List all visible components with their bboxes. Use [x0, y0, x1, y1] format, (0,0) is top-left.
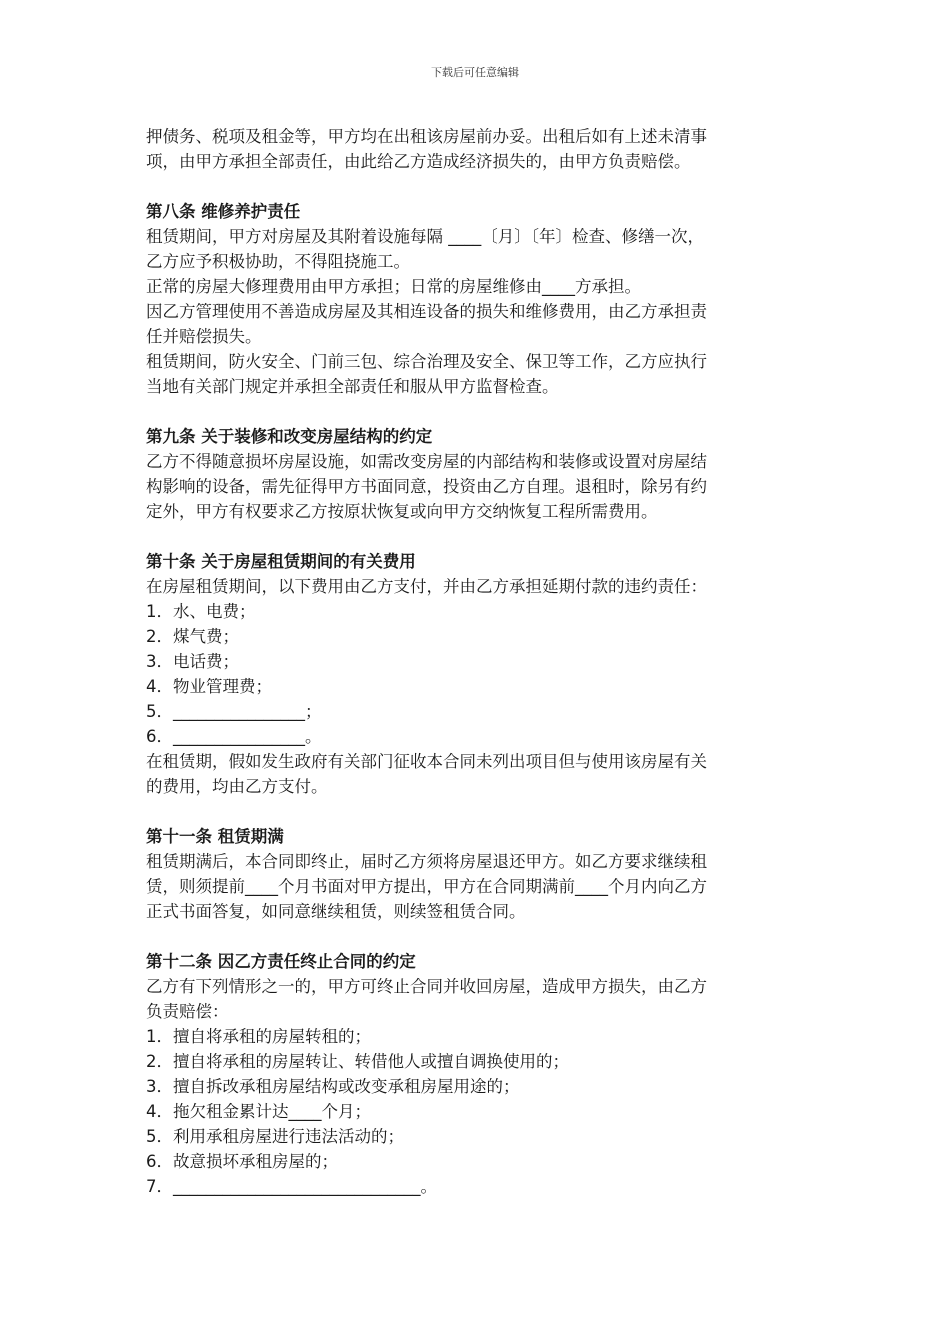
- article-9-line: 乙方不得随意损坏房屋设施，如需改变房屋的内部结构和装修或设置对房屋结: [146, 452, 707, 471]
- article-11-line: 正式书面答复，如同意继续租赁，则续签租赁合同。: [146, 902, 526, 921]
- intro-line-2: 项，由甲方承担全部责任，由此给乙方造成经济损失的，由甲方负责赔偿。: [146, 152, 691, 171]
- article-12-list-item: 6．故意损坏承租房屋的；: [146, 1152, 338, 1171]
- article-10-line: 在租赁期，假如发生政府有关部门征收本合同未列出项目但与使用该房屋有关: [146, 752, 707, 771]
- article-8-line: 乙方应予积极协助，不得阻挠施工。: [146, 252, 410, 271]
- page-header: 下载后可任意编辑: [431, 66, 519, 79]
- article-8-line: 任并赔偿损失。: [146, 327, 262, 346]
- article-11-line: 赁，则须提前____个月书面对甲方提出，甲方在合同期满前____个月内向乙方: [146, 877, 707, 896]
- article-10-line: 在房屋租赁期间，以下费用由乙方支付，并由乙方承担延期付款的违约责任：: [146, 577, 707, 596]
- intro-line-1: 押债务、税项及租金等，甲方均在出租该房屋前办妥。出租后如有上述未清事: [146, 127, 707, 146]
- article-12-title: 第十二条 因乙方责任终止合同的约定: [146, 952, 416, 971]
- article-10-list-item: 5．________________；: [146, 702, 322, 721]
- article-8-line: 租赁期间，甲方对房屋及其附着设施每隔 ____〔月〕〔年〕检查、修缮一次，: [146, 227, 704, 246]
- article-10-list-item: 6．________________。: [146, 727, 322, 746]
- article-10-list-item: 4．物业管理费；: [146, 677, 272, 696]
- article-10-line: 的费用，均由乙方支付。: [146, 777, 328, 796]
- article-8-line: 当地有关部门规定并承担全部责任和服从甲方监督检查。: [146, 377, 559, 396]
- document-body: [146, 124, 816, 1199]
- article-10-list-item: 3．电话费；: [146, 652, 239, 671]
- article-8-line: 因乙方管理使用不善造成房屋及其相连设备的损失和维修费用，由乙方承担责: [146, 302, 707, 321]
- article-10-title: 第十条 关于房屋租赁期间的有关费用: [146, 552, 416, 571]
- article-12-list-item: 2．擅自将承租的房屋转让、转借他人或擅自调换使用的；: [146, 1052, 569, 1071]
- article-12-list-item: 1．擅自将承租的房屋转租的；: [146, 1027, 371, 1046]
- article-9-line: 定外，甲方有权要求乙方按原状恢复或向甲方交纳恢复工程所需费用。: [146, 502, 658, 521]
- article-8-line: 正常的房屋大修理费用由甲方承担；日常的房屋维修由____方承担。: [146, 277, 641, 296]
- article-10-list-item: 2．煤气费；: [146, 627, 239, 646]
- article-10-list-item: 1．水、电费；: [146, 602, 256, 621]
- article-12-line: 负责赔偿：: [146, 1002, 229, 1021]
- article-12-list-item: 4．拖欠租金累计达____个月；: [146, 1102, 371, 1121]
- article-8-title: 第八条 维修养护责任: [146, 202, 301, 221]
- article-12-list-item: 7．______________________________。: [146, 1177, 437, 1196]
- article-12-list-item: 3．擅自拆改承租房屋结构或改变承租房屋用途的；: [146, 1077, 520, 1096]
- article-11-title: 第十一条 租赁期满: [146, 827, 284, 846]
- article-9-title: 第九条 关于装修和改变房屋结构的约定: [146, 427, 433, 446]
- article-11-line: 租赁期满后，本合同即终止，届时乙方须将房屋退还甲方。如乙方要求继续租: [146, 852, 707, 871]
- article-8-line: 租赁期间，防火安全、门前三包、综合治理及安全、保卫等工作，乙方应执行: [146, 352, 707, 371]
- article-12-list-item: 5．利用承租房屋进行违法活动的；: [146, 1127, 404, 1146]
- article-12-line: 乙方有下列情形之一的，甲方可终止合同并收回房屋，造成甲方损失，由乙方: [146, 977, 707, 996]
- article-9-line: 构影响的设备，需先征得甲方书面同意，投资由乙方自理。退租时，除另有约: [146, 477, 707, 496]
